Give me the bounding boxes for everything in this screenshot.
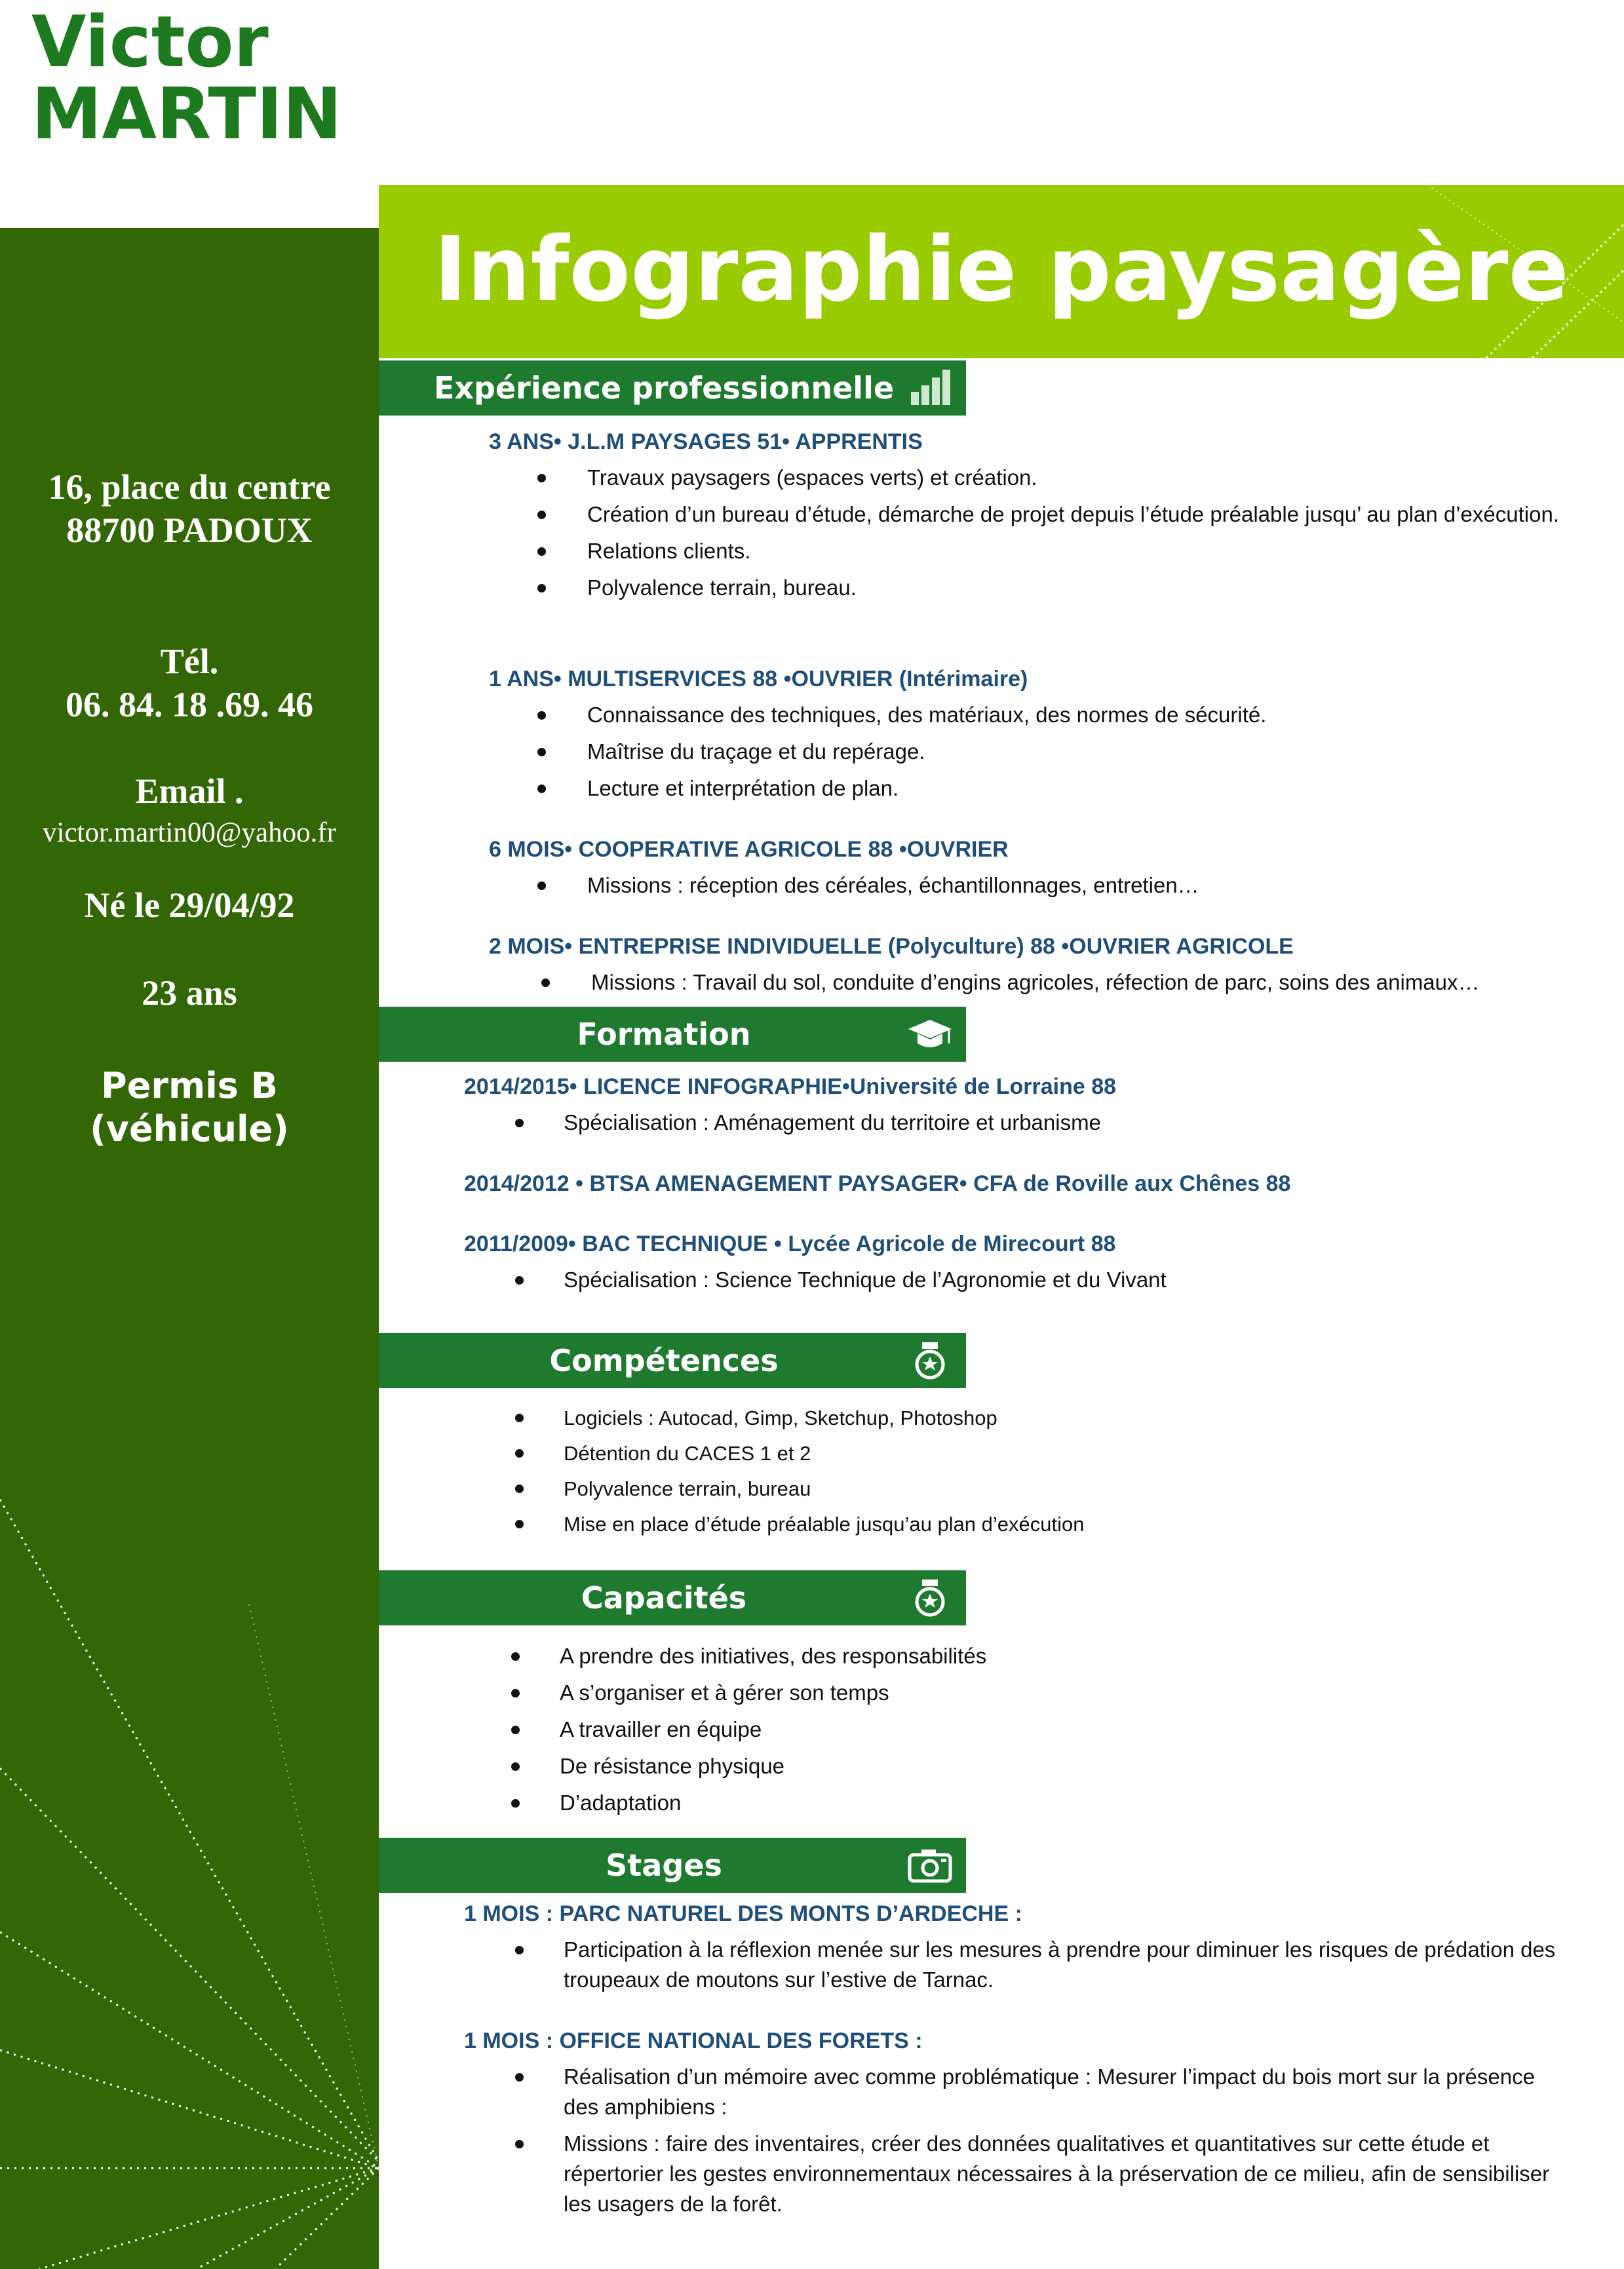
stage-entry-title: 1 MOIS : PARC NATUREL DES MONTS D’ARDECHE :: [464, 1901, 1022, 1926]
driving-license: Permis B (véhicule): [90, 1065, 289, 1150]
stage-entry-bullets: [515, 1935, 1570, 2002]
formation-entry-title: 2014/2012 • BTSA AMENAGEMENT PAYSAGER• CFA de Roville aux Chênes 88: [464, 1171, 1291, 1196]
last-name: MARTIN: [31, 73, 342, 155]
email-address[interactable]: victor.martin00@yahoo.fr: [43, 817, 336, 848]
list-item: Connaissance des techniques, des matériaux, des normes de sécurité.: [537, 700, 1560, 730]
list-item: A travailler en équipe: [511, 1715, 1560, 1745]
formation-entry-title: 2011/2009• BAC TECHNIQUE • Lycée Agricole de Mirecourt 88: [464, 1231, 1116, 1256]
graduation-cap-icon: [907, 1015, 953, 1054]
list-item: Travaux paysagers (espaces verts) et création.: [537, 463, 1560, 493]
list-item: Missions : faire des inventaires, créer des données qualitatives et quantitatives sur cette étude et répertorier les gestes environnementaux nécessaires à la préservation de ce milieu, afin de sensibiliser les usagers de la forêt.: [515, 2129, 1570, 2219]
experience-entry-bullets: [537, 870, 1560, 907]
section-competences: [379, 1333, 966, 1388]
title-banner: [379, 185, 1624, 358]
section-title: Formation: [577, 1017, 751, 1052]
list-item: A prendre des initiatives, des responsabilités: [511, 1641, 1560, 1671]
list-item: Relations clients.: [537, 536, 1560, 566]
list-item: Polyvalence terrain, bureau.: [537, 573, 1560, 603]
medal-icon: [907, 1341, 953, 1380]
list-item: Détention du CACES 1 et 2: [515, 1439, 1564, 1468]
phone-label: Tél.: [160, 642, 219, 681]
list-item: D’adaptation: [511, 1788, 1560, 1818]
section-title: Compétences: [549, 1343, 779, 1378]
email-label: Email .: [135, 771, 244, 811]
stage-entry-bullets: [515, 2062, 1570, 2226]
experience-entry-bullets: [537, 700, 1560, 810]
list-item: Lecture et interprétation de plan.: [537, 773, 1560, 804]
person-name: [31, 1, 342, 155]
section-stages: [379, 1838, 966, 1893]
experience-entry-title: 6 MOIS• COOPERATIVE AGRICOLE 88 •OUVRIER: [489, 837, 1009, 862]
list-item: Spécialisation : Science Technique de l’Agronomie et du Vivant: [515, 1265, 1564, 1295]
experience-entry-title: 1 ANS• MULTISERVICES 88 •OUVRIER (Intérimaire): [489, 667, 1028, 691]
list-item: Mise en place d’étude préalable jusqu’au plan d’exécution: [515, 1510, 1564, 1539]
phone-block: [0, 640, 379, 726]
list-item: Création d’un bureau d’étude, démarche de projet depuis l’étude préalable jusqu’ au plan d’exécution.: [537, 499, 1560, 530]
list-item: Polyvalence terrain, bureau: [515, 1475, 1564, 1503]
list-item: Missions : réception des céréales, échantillonnages, entretien…: [537, 870, 1560, 901]
phone-number: 06. 84. 18 .69. 46: [66, 685, 313, 724]
address: [0, 465, 379, 552]
competences-list: [515, 1404, 1564, 1545]
formation-entry-bullets: [515, 1265, 1564, 1302]
capacites-list: [511, 1641, 1560, 1825]
birth-date: Né le 29/04/92: [84, 885, 295, 925]
list-item: Maîtrise du traçage et du repérage.: [537, 737, 1560, 767]
section-capacites: [379, 1570, 966, 1625]
list-item: Réalisation d’un mémoire avec comme problématique : Mesurer l’impact du bois mort sur la présence des amphibiens :: [515, 2062, 1570, 2122]
first-name: Victor: [31, 1, 269, 83]
list-item: A s’organiser et à gérer son temps: [511, 1678, 1560, 1708]
experience-entry-bullets: [537, 463, 1560, 610]
list-item: Spécialisation : Aménagement du territoire et urbanisme: [515, 1108, 1564, 1138]
stage-entry-title: 1 MOIS : OFFICE NATIONAL DES FORETS :: [464, 2028, 923, 2053]
section-title: Capacités: [581, 1580, 747, 1616]
list-item: Logiciels : Autocad, Gimp, Sketchup, Photoshop: [515, 1404, 1564, 1433]
formation-entry-bullets: [515, 1108, 1564, 1144]
camera-icon: [907, 1846, 953, 1885]
experience-entry-bullets: [541, 967, 1577, 1004]
section-experience: [379, 360, 966, 416]
formation-entry-title: 2014/2015• LICENCE INFOGRAPHIE•Université de Lorraine 88: [464, 1074, 1117, 1099]
section-title: Expérience professionnelle: [433, 370, 895, 406]
section-formation: [379, 1007, 966, 1062]
address-line2: 88700 PADOUX: [66, 511, 313, 550]
list-item: Missions : Travail du sol, conduite d’engins agricoles, réfection de parc, soins des animaux…: [541, 967, 1577, 998]
list-item: De résistance physique: [511, 1751, 1560, 1781]
page-title: Infographie paysagère: [434, 218, 1569, 322]
experience-entry-title: 2 MOIS• ENTREPRISE INDIVIDUELLE (Polyculture) 88 •OUVRIER AGRICOLE: [489, 934, 1294, 959]
address-line1: 16, place du centre: [48, 467, 331, 507]
bar-chart-icon: [907, 368, 953, 408]
section-title: Stages: [606, 1848, 722, 1883]
list-item: Participation à la réflexion menée sur les mesures à prendre pour diminuer les risques de prédation des troupeaux de moutons sur l’estive de Tarnac.: [515, 1935, 1570, 1995]
medal-icon: [907, 1578, 953, 1618]
sidebar: [0, 228, 379, 2269]
experience-entry-title: 3 ANS• J.L.M PAYSAGES 51• APPRENTIS: [489, 429, 923, 454]
age: 23 ans: [142, 973, 237, 1013]
